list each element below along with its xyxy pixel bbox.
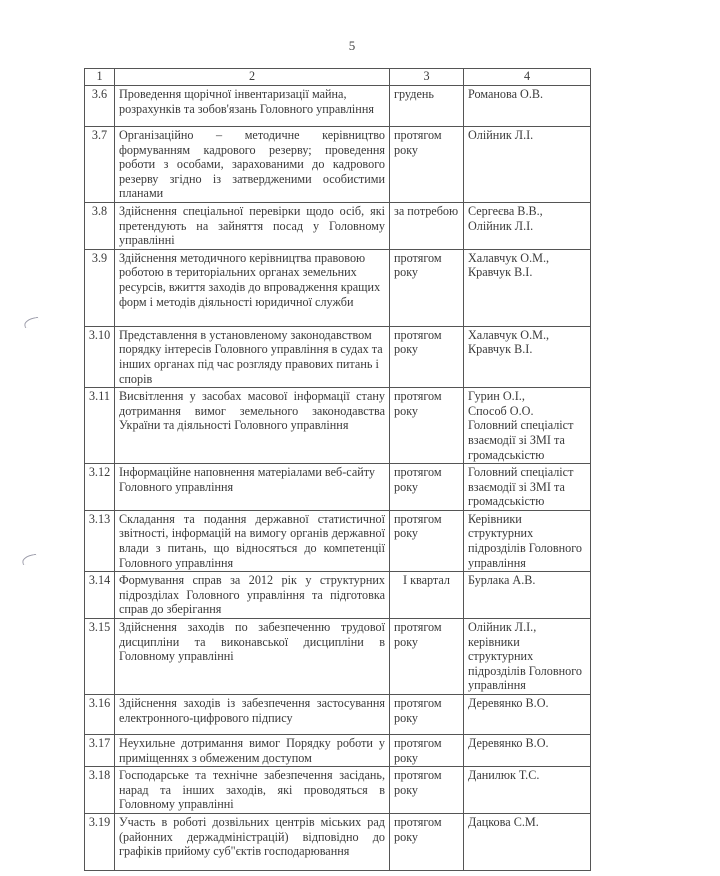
item-number: 3.13	[85, 510, 115, 571]
task-description: Формування справ за 2012 рік у структурних підрозділах Головного управління та підготовка справ до зберігання	[115, 572, 390, 619]
item-number: 3.12	[85, 464, 115, 511]
responsible: Данилюк Т.С.	[464, 767, 591, 814]
task-description: Господарське та технічне забезпечення засідань, нарад та інших заходів, які проводяться в Головному управлінні	[115, 767, 390, 814]
table-row	[85, 326, 591, 387]
task-description: Представлення в установленому законодавством порядку інтересів Головного управління в судах та інших органах під час розгляду правових питань і спорів	[115, 326, 390, 387]
table-row	[85, 86, 591, 127]
responsible: Олійник Л.І.	[464, 127, 591, 203]
margin-mark	[23, 317, 39, 328]
table-row	[85, 464, 591, 511]
responsible: Халавчук О.М., Кравчук В.І.	[464, 249, 591, 326]
table-row	[85, 388, 591, 464]
table-row	[85, 813, 591, 870]
responsible: Олійник Л.І., керівники структурних підрозділів Головного управління	[464, 619, 591, 695]
deadline: протягом року	[390, 249, 464, 326]
responsible: Керівники структурних підрозділів Головного управління	[464, 510, 591, 571]
deadline: за потребою	[390, 202, 464, 249]
column-header: 1	[85, 69, 115, 86]
deadline: протягом року	[390, 695, 464, 735]
item-number: 3.8	[85, 202, 115, 249]
deadline: протягом року	[390, 326, 464, 387]
responsible: Бурлака А.В.	[464, 572, 591, 619]
table-row	[85, 735, 591, 767]
task-description: Здійснення заходів із забезпечення застосування електронного-цифрового підпису	[115, 695, 390, 735]
column-header: 3	[390, 69, 464, 86]
task-description: Складання та подання державної статистичної звітності, інформацій на вимогу органів державної влади з питань, що відносяться до компетенції Головного управління	[115, 510, 390, 571]
deadline: І квартал	[390, 572, 464, 619]
task-description: Організаційно – методичне керівництво формуванням кадрового резерву; проведення роботи з особами, зарахованими до кадрового резерву згідно із затвердженими особистими планами	[115, 127, 390, 203]
work-plan-table	[84, 68, 591, 871]
task-description: Висвітлення у засобах масової інформації стану дотримання вимог земельного законодавства України та діяльності Головного управління	[115, 388, 390, 464]
deadline: протягом року	[390, 735, 464, 767]
margin-mark	[21, 554, 37, 565]
task-description: Здійснення методичного керівництва правовою роботою в територіальних органах земельних ресурсів, вжиття заходів до впровадження кращих форм і методів діяльності юридичної служби	[115, 249, 390, 326]
deadline: грудень	[390, 86, 464, 127]
responsible: Деревянко В.О.	[464, 695, 591, 735]
table-row	[85, 249, 591, 326]
item-number: 3.9	[85, 249, 115, 326]
task-description: Неухильне дотримання вимог Порядку роботи у приміщеннях з обмеженим доступом	[115, 735, 390, 767]
column-header: 4	[464, 69, 591, 86]
responsible: Халавчук О.М., Кравчук В.І.	[464, 326, 591, 387]
table-row	[85, 127, 591, 203]
item-number: 3.11	[85, 388, 115, 464]
responsible: Гурин О.І., Способ О.О. Головний спеціаліст взаємодії зі ЗМІ та громадськістю	[464, 388, 591, 464]
deadline: протягом року	[390, 813, 464, 870]
deadline: протягом року	[390, 388, 464, 464]
deadline: протягом року	[390, 464, 464, 511]
task-description: Інформаційне наповнення матеріалами веб-сайту Головного управління	[115, 464, 390, 511]
table-row	[85, 767, 591, 814]
table-row	[85, 572, 591, 619]
table-header-row	[85, 69, 591, 86]
deadline: протягом року	[390, 127, 464, 203]
table-row	[85, 202, 591, 249]
page-number: 5	[348, 38, 356, 53]
item-number: 3.17	[85, 735, 115, 767]
deadline: протягом року	[390, 619, 464, 695]
task-description: Здійснення спеціальної перевірки щодо осіб, які претендують на зайняття посад у Головному управлінні	[115, 202, 390, 249]
item-number: 3.14	[85, 572, 115, 619]
item-number: 3.6	[85, 86, 115, 127]
item-number: 3.18	[85, 767, 115, 814]
task-description: Здійснення заходів по забезпеченню трудової дисципліни та виконавської дисципліни в Головному управлінні	[115, 619, 390, 695]
responsible: Головний спеціаліст взаємодії зі ЗМІ та громадськістю	[464, 464, 591, 511]
column-header: 2	[115, 69, 390, 86]
item-number: 3.15	[85, 619, 115, 695]
item-number: 3.19	[85, 813, 115, 870]
table-row	[85, 619, 591, 695]
task-description: Участь в роботі дозвільних центрів міських рад (районних держадміністрацій) відповідно до графіків прийому суб"єктів господарювання	[115, 813, 390, 870]
table-row	[85, 695, 591, 735]
item-number: 3.10	[85, 326, 115, 387]
item-number: 3.16	[85, 695, 115, 735]
deadline: протягом року	[390, 767, 464, 814]
table-row	[85, 510, 591, 571]
responsible: Романова О.В.	[464, 86, 591, 127]
task-description: Проведення щорічної інвентаризації майна, розрахунків та зобов'язань Головного управління	[115, 86, 390, 127]
responsible: Деревянко В.О.	[464, 735, 591, 767]
item-number: 3.7	[85, 127, 115, 203]
responsible: Дацкова С.М.	[464, 813, 591, 870]
deadline: протягом року	[390, 510, 464, 571]
responsible: Сергеєва В.В., Олійник Л.І.	[464, 202, 591, 249]
